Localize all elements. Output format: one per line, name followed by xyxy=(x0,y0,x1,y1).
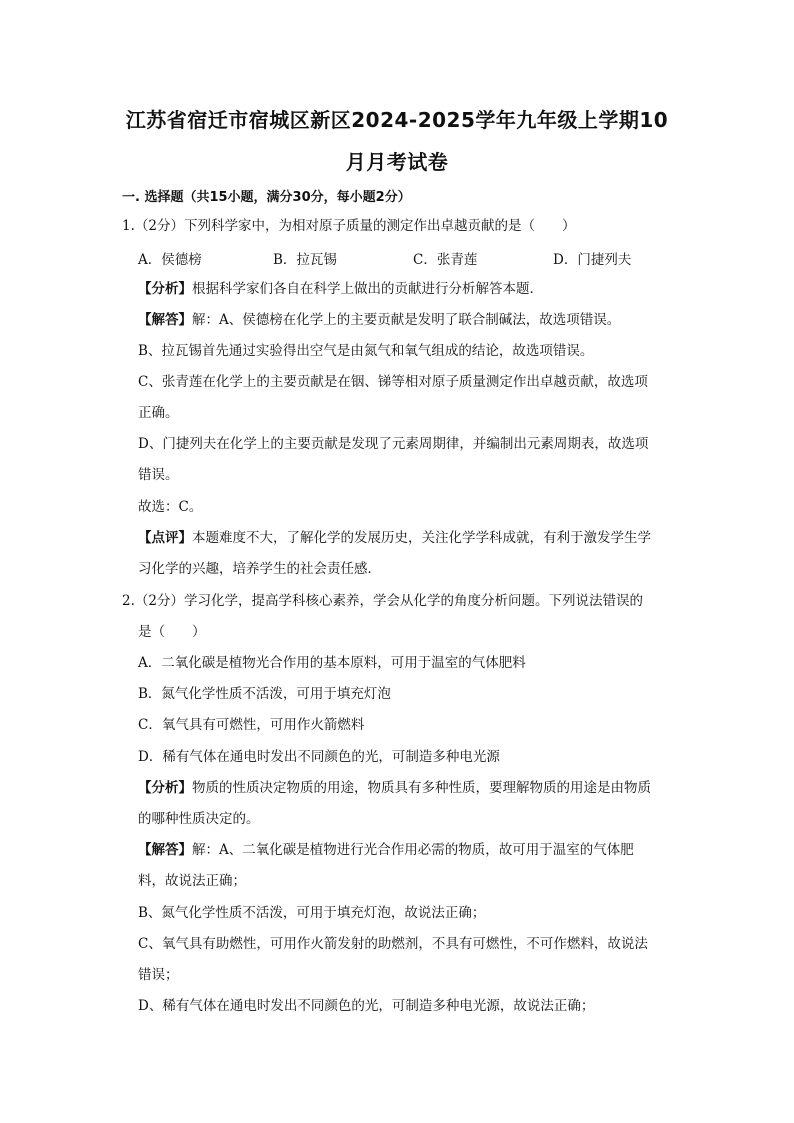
q2-analysis2: 的哪种性质决定的。 xyxy=(138,811,260,827)
analysis-tag: 【分析】 xyxy=(138,281,192,297)
q1-solution-c2: 正确。 xyxy=(138,405,179,421)
q2-solution-b: B、氮气化学性质不活泼，可用于填充灯泡，故说法正确； xyxy=(138,905,486,921)
q1-solution-b: B、拉瓦锡首先通过实验得出空气是由氮气和氧气组成的结论，故选项错误。 xyxy=(138,343,594,359)
q2-stem2: 是（ ） xyxy=(138,624,206,640)
q1-review1-text: 本题难度不大，了解化学的发展历史，关注化学学科成就，有利于激发学生学 xyxy=(192,530,651,546)
q2-solution-c1: C、氧气具有助燃性，可用作火箭发射的助燃剂，不具有可燃性，不可作燃料，故说法 xyxy=(138,936,648,952)
q2-option-c: C．氧气具有可燃性，可用作火箭燃料 xyxy=(138,717,365,733)
exam-title-line1: 江苏省宿迁市宿城区新区2024-2025学年九年级上学期10 xyxy=(125,108,669,132)
q2-solution-d: D、稀有气体在通电时发出不同颜色的光，可制造多种电光源，故说法正确； xyxy=(138,998,595,1014)
q1-option-b: B．拉瓦锡 xyxy=(273,252,337,268)
q1-solution-d2: 错误。 xyxy=(138,467,179,483)
review-tag: 【点评】 xyxy=(138,530,192,546)
section-heading: 一. 选择题（共15小题，满分30分，每小题2分） xyxy=(122,190,411,205)
q2-solution-c2: 错误； xyxy=(138,967,179,983)
q1-stem: 1.（2分）下列科学家中，为相对原子质量的测定作出卓越贡献的是（ ） xyxy=(122,218,576,234)
solution-tag: 【解答】 xyxy=(138,842,192,858)
q1-analysis xyxy=(138,279,543,299)
q2-analysis1 xyxy=(138,778,651,798)
q2-solution-a1 xyxy=(138,840,634,860)
q1-option-c: C．张青莲 xyxy=(413,252,478,268)
q1-solution-c1: C、张青莲在化学上的主要贡献是在铟、锑等相对原子质量测定作出卓越贡献，故选项 xyxy=(138,374,648,390)
q1-solution-a-text: 解：A、侯德榜在化学上的主要贡献是发明了联合制碱法，故选项错误。 xyxy=(192,312,621,328)
q2-option-a: A．二氧化碳是植物光合作用的基本原料，可用于温室的气体肥料 xyxy=(138,655,526,671)
q2-option-b: B．氮气化学性质不活泼，可用于填充灯泡 xyxy=(138,686,391,702)
q2-solution-a2: 料，故说法正确； xyxy=(138,873,246,889)
q1-solution-d1: D、门捷列夫在化学上的主要贡献是发现了元素周期律，并编制出元素周期表，故选项 xyxy=(138,436,649,452)
q2-stem1: 2.（2分）学习化学，提高学科核心素养，学会从化学的角度分析问题。下列说法错误的 xyxy=(122,593,643,609)
q2-analysis1-text: 物质的性质决定物质的用途，物质具有多种性质，要理解物质的用途是由物质 xyxy=(192,780,651,796)
q1-answer: 故选：C。 xyxy=(138,499,203,515)
q2-option-d: D．稀有气体在通电时发出不同颜色的光，可制造多种电光源 xyxy=(138,749,500,765)
q1-review2: 习化学的兴趣，培养学生的社会责任感． xyxy=(138,561,381,577)
solution-tag: 【解答】 xyxy=(138,312,192,328)
q1-review1 xyxy=(138,528,651,548)
q1-option-a: A．侯德榜 xyxy=(138,252,202,268)
q1-solution-a xyxy=(138,310,620,330)
q1-analysis-text: 根据科学家们各自在科学上做出的贡献进行分析解答本题． xyxy=(192,281,543,297)
q2-solution-a1-text: 解：A、二氧化碳是植物进行光合作用必需的物质，故可用于温室的气体肥 xyxy=(192,842,634,858)
q1-option-d: D．门捷列夫 xyxy=(553,252,632,268)
exam-title-line2: 月月考试卷 xyxy=(345,150,449,174)
analysis-tag: 【分析】 xyxy=(138,780,192,796)
